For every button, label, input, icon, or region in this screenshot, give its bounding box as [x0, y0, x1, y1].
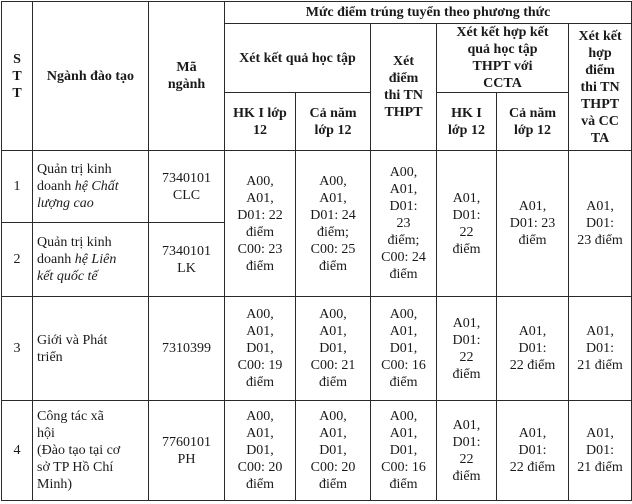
- row-nganh-italic: hệ Chất lượng cao: [37, 179, 119, 211]
- header-ccta-hk1: HK I lớp 12: [437, 93, 497, 151]
- cell-ccta-ca-nam: A01, D01: 22 điểm: [497, 401, 569, 501]
- cell-hk1: A00, A01, D01, C00: 20 điểm: [225, 401, 296, 501]
- row-ma-nganh: 7760101 PH: [149, 401, 225, 501]
- row-nganh: Công tác xã hội (Đào tạo tại cơ sở TP Hồ Chí Minh): [33, 401, 149, 501]
- header-nganh: Ngành đào tạo: [33, 2, 149, 151]
- row-nganh: [33, 223, 149, 297]
- cell-ca-nam: A00, A01, D01, C00: 20 điểm: [296, 401, 371, 501]
- cell-ccta-hk1-rows-1-2: A01, D01: 22 điểm: [437, 151, 497, 297]
- header-group-title: Mức điểm trúng tuyển theo phương thức: [225, 2, 632, 24]
- row-stt: 3: [2, 297, 33, 401]
- cell-ccta-hk1: A01, D01: 22 điểm: [437, 401, 497, 501]
- header-xet-kq-hoc-tap: Xét kết quả học tập: [225, 24, 371, 93]
- cell-ca-nam: A00, A01, D01, C00: 21 điểm: [296, 297, 371, 401]
- row-stt: 1: [2, 151, 33, 223]
- header-xet-diem-tn: Xét điểm thi TN THPT: [371, 24, 437, 151]
- table-row: [2, 151, 632, 223]
- row-ma-nganh: 7340101 LK: [149, 223, 225, 297]
- row-stt: 2: [2, 223, 33, 297]
- header-ma-nganh: Mã ngành: [149, 2, 225, 151]
- cell-tn: A00, A01, D01, C00: 16 điểm: [371, 297, 437, 401]
- cell-tn-rows-1-2: A00, A01, D01: 23 điểm; C00: 24 điểm: [371, 151, 437, 297]
- row-ma-nganh: 7340101 CLC: [149, 151, 225, 223]
- cell-ca-nam-rows-1-2: A00, A01, D01: 24 điểm; C00: 25 điểm: [296, 151, 371, 297]
- header-ca-nam-lop12: Cả năm lớp 12: [296, 93, 371, 151]
- row-nganh: [33, 151, 149, 223]
- row-stt: 4: [2, 401, 33, 501]
- header-hk1-lop12: HK I lớp 12: [225, 93, 296, 151]
- table-row: [2, 297, 632, 401]
- row-nganh-italic: hệ Liên kết quốc tế: [37, 252, 117, 284]
- cell-hk1: A00, A01, D01, C00: 19 điểm: [225, 297, 296, 401]
- row-nganh: Giới và Phát triển: [33, 297, 149, 401]
- cell-ccta-ca-nam: A01, D01: 22 điểm: [497, 297, 569, 401]
- header-ket-hop-ccta: Xét kết hợp kết quả học tập THPT với CCTA: [437, 24, 569, 93]
- row-ma-nganh: 7310399: [149, 297, 225, 401]
- cell-hk1-rows-1-2: A00, A01, D01: 22 điểm C00: 23 điểm: [225, 151, 296, 297]
- header-ccta-ca-nam: Cả năm lớp 12: [497, 93, 569, 151]
- header-ket-hop-tn-cc: Xét kết hợp điểm thi TN THPT và CC TA: [569, 24, 632, 151]
- cell-ccta-hk1: A01, D01: 22 điểm: [437, 297, 497, 401]
- cell-tn-cc: A01, D01: 21 điểm: [569, 297, 632, 401]
- row-nganh-plain: Quản trị kinh doanh: [37, 162, 112, 194]
- cell-tn-cc: A01, D01: 21 điểm: [569, 401, 632, 501]
- cell-ccta-ca-nam-rows-1-2: A01, D01: 23 điểm: [497, 151, 569, 297]
- cell-tn: A00, A01, D01, C00: 16 điểm: [371, 401, 437, 501]
- row-nganh-plain: Quản trị kinh doanh: [37, 235, 112, 267]
- admission-score-table: [1, 1, 632, 501]
- table-row: [2, 401, 632, 501]
- cell-tn-cc-rows-1-2: A01, D01: 23 điểm: [569, 151, 632, 297]
- header-stt: S T T: [2, 2, 33, 151]
- header-row-1: [2, 2, 632, 24]
